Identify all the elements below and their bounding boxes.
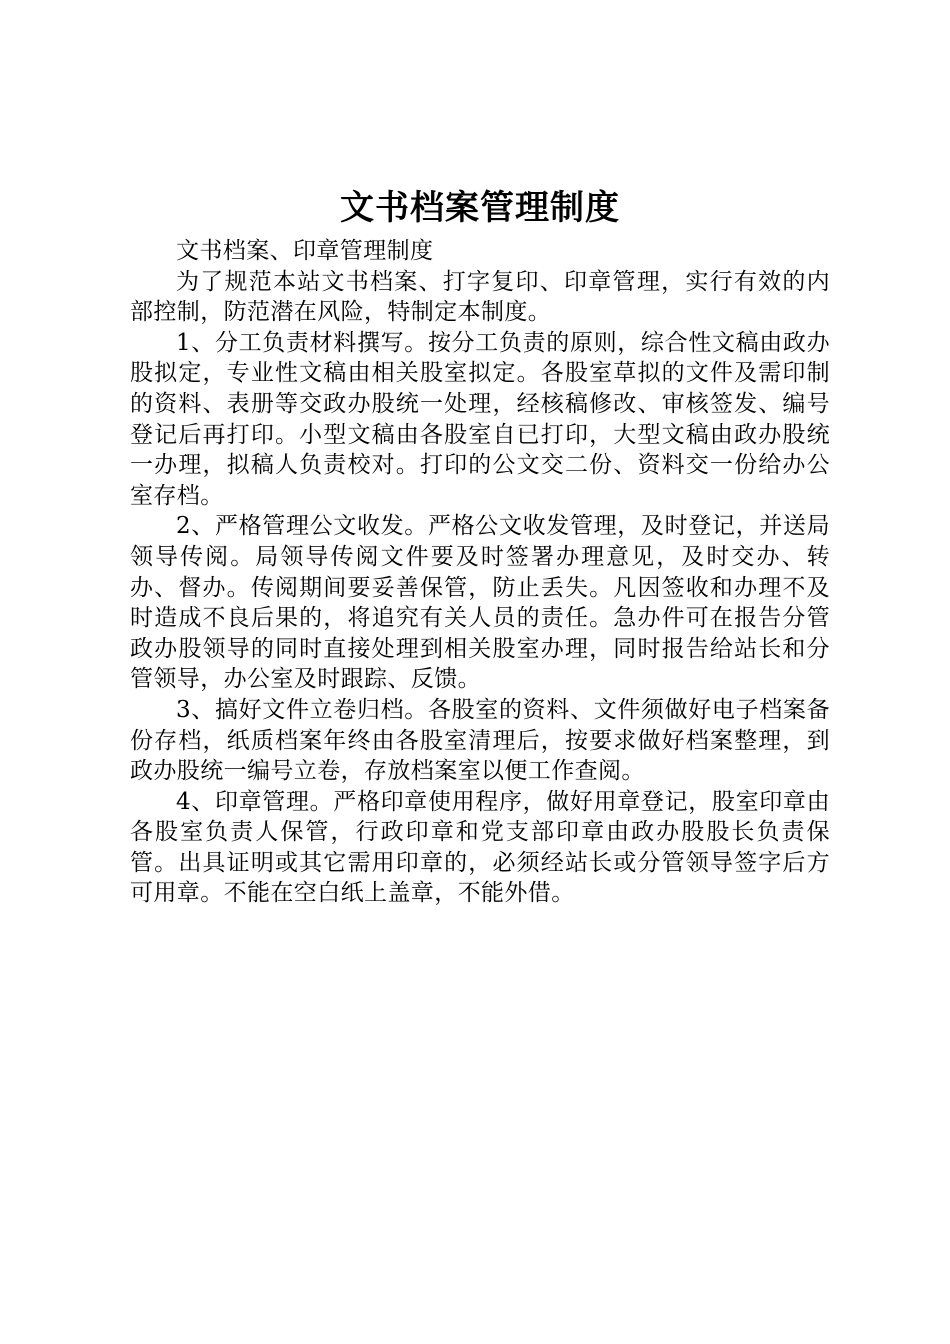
subtitle-paragraph: 文书档案、印章管理制度 [176, 238, 434, 264]
document-body [130, 236, 830, 909]
section-4-paragraph: 4、印章管理。严格印章使用程序，做好用章登记，股室印章由各股室负责人保管，行政印章和党支部印章由政办股股长负责保管。出具证明或其它需用印章的，必须经站长或分管领导签字后方可用章。不能在空白纸上盖章，不能外借。 [130, 788, 830, 907]
section-1-paragraph: 1、分工负责材料撰写。按分工负责的原则，综合性文稿由政办股拟定，专业性文稿由相关股室拟定。各股室草拟的文件及需印制的资料、表册等交政办股统一处理，经核稿修改、审核签发、编号登记后再打印。小型文稿由各股室自已打印，大型文稿由政办股统一办理，拟稿人负责校对。打印的公文交二份、资料交一份给办公室存档。 [130, 329, 830, 509]
section-2-paragraph: 2、严格管理公文收发。严格公文收发管理，及时登记，并送局领导传阅。局领导传阅文件要及时签署办理意见，及时交办、转办、督办。传阅期间要妥善保管，防止丢失。凡因签收和办理不及时造成不良后果的，将追究有关人员的责任。急办件可在报告分管政办股领导的同时直接处理到相关股室办理，同时报告给站长和分管领导，办公室及时跟踪、反馈。 [130, 513, 830, 693]
section-3-paragraph: 3、搞好文件立卷归档。各股室的资料、文件须做好电子档案备份存档，纸质档案年终由各股室清理后，按要求做好档案整理，到政办股统一编号立卷，存放档案室以便工作查阅。 [130, 696, 830, 785]
intro-paragraph: 为了规范本站文书档案、打字复印、印章管理，实行有效的内部控制，防范潜在风险，特制定本制度。 [130, 268, 830, 326]
document-title: 文书档案管理制度 [340, 188, 620, 228]
